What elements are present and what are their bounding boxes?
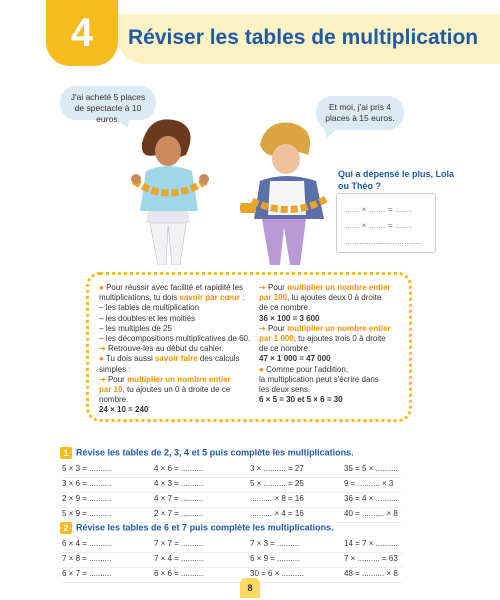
memo-line: de ce nombre. [259, 344, 311, 354]
multiplication-item[interactable]: 7 × 3 = .......... [250, 539, 300, 548]
multiplication-item[interactable]: 5 × .......... = 25 [250, 479, 304, 488]
memo-line: – les doubles et les moitiés [99, 313, 196, 323]
exercise-2-title [60, 522, 334, 534]
memo-line: nombre. [99, 395, 129, 405]
speech-bubble-lola: J'ai acheté 5 places de spectacle à 10 euros. [60, 86, 156, 120]
multiplication-item[interactable]: 3 × 6 = .......... [62, 479, 112, 488]
speech-bubble-theo: Et moi, j'ai pris 4 places à 15 euros. [316, 96, 404, 130]
memo-line: – les tables de multiplication [99, 303, 200, 313]
multiplication-item[interactable]: 3 × .......... = 27 [250, 464, 304, 473]
exercise-row [62, 494, 402, 508]
multiplication-item[interactable]: 4 × 7 = .......... [154, 494, 204, 503]
multiplication-item[interactable]: 7 × .......... = 63 [344, 554, 398, 563]
memo-line: ➔ Pour multiplier un nombre entier [259, 323, 391, 333]
exercise-title-text: Révise les tables de 6 et 7 puis complète les multiplications. [76, 522, 334, 533]
memo-line: ● Tu dois aussi savoir faire des calculs [99, 354, 240, 364]
chapter-number: 4 [70, 10, 94, 55]
multiplication-item[interactable]: 4 × 3 = .......... [154, 479, 204, 488]
memo-line: ● Pour réussir avec facilité et rapidité les [99, 283, 244, 292]
multiplication-item[interactable]: 6 × 4 = .......... [62, 539, 112, 548]
girl-illustration [131, 119, 209, 265]
multiplication-item[interactable]: 48 = .......... × 8 [344, 569, 398, 578]
memo-line: de ce nombre. [259, 303, 311, 313]
exercise-1-title [60, 447, 354, 459]
multiplication-item[interactable]: 6 × 9 = .......... [250, 554, 300, 563]
memo-line: par 10, tu ajoutes un 0 à droite de ce [99, 385, 231, 395]
multiplication-item[interactable]: 7 × 8 = .......... [62, 554, 112, 563]
memo-line: 36 × 100 = 3 600 [259, 313, 320, 323]
memo-line: – les décompositions multiplicatives de 60. [99, 334, 251, 344]
multiplication-item[interactable]: 7 × 7 = .......... [154, 539, 204, 548]
answer-box [336, 193, 436, 253]
multiplication-item[interactable]: 14 = 7 × .......... [344, 539, 398, 548]
exercise-row [62, 464, 402, 478]
answer-line-1[interactable]: ...... × ....... = ....... [345, 204, 412, 214]
multiplication-item[interactable]: 9 = .......... × 3 [344, 479, 394, 488]
exercise-row [62, 509, 402, 523]
page-title: Réviser les tables de multiplication [128, 26, 479, 49]
memo-line: les deux sens. [259, 385, 311, 395]
multiplication-item[interactable]: 2 × 7 = .......... [154, 509, 204, 518]
exercise-row [62, 569, 402, 583]
children-illustration [120, 115, 350, 265]
multiplication-item[interactable]: .......... × 4 = 16 [250, 509, 304, 518]
memo-line: 24 × 10 = 240 [99, 405, 149, 415]
boy-illustration [240, 122, 326, 265]
memo-line: – les multiples de 25 [99, 323, 172, 333]
memo-column-left [99, 283, 249, 416]
multiplication-item[interactable]: 35 = 5 × .......... [344, 464, 398, 473]
multiplication-item[interactable]: 6 × 6 = .......... [154, 569, 204, 578]
question-text: Qui a dépensé le plus, Lola ou Théo ? [338, 169, 455, 191]
multiplication-item[interactable]: 6 × 7 = .......... [62, 569, 112, 578]
chapter-tab [46, 0, 118, 66]
exercise-title-text: Révise les tables de 2, 3, 4 et 5 puis complète les multiplications. [76, 447, 354, 458]
multiplication-item[interactable]: 2 × 9 = .......... [62, 494, 112, 503]
memo-line: simples : [99, 364, 131, 374]
memo-line: 6 × 5 = 30 et 5 × 6 = 30 [259, 395, 343, 405]
multiplication-item[interactable]: 40 = .......... × 8 [344, 509, 398, 518]
exercise-row [62, 479, 402, 493]
memo-box [86, 272, 412, 422]
memo-line: par 100, tu ajoutes deux 0 à droite [259, 293, 382, 303]
answer-line-3[interactable]: ................................ [345, 236, 421, 246]
memo-line: ● Comme pour l'addition, [259, 364, 349, 374]
exercise-row [62, 539, 402, 553]
multiplication-item[interactable]: 7 × 4 = .......... [154, 554, 204, 563]
exercise-number-badge: 1 [60, 447, 72, 459]
memo-line: ➔ Pour multiplier un nombre entier [259, 283, 391, 292]
memo-line: ➔ Retrouve-les au début du cahier. [99, 344, 224, 354]
exercise-row [62, 554, 402, 568]
multiplication-item[interactable]: 5 × 9 = .......... [62, 509, 112, 518]
multiplication-item[interactable]: .......... × 8 = 16 [250, 494, 304, 503]
answer-line-2[interactable]: ...... × ....... = ....... [345, 220, 412, 230]
page-number: 8 [240, 578, 260, 598]
memo-line: par 1 000, tu ajoutes trois 0 à droite [259, 334, 386, 344]
memo-line: 47 × 1 000 = 47 000 [259, 354, 331, 364]
multiplication-item[interactable]: 36 = 4 × .......... [344, 494, 398, 503]
multiplication-item[interactable]: 5 × 3 = .......... [62, 464, 112, 473]
memo-line: ➔ Pour multiplier un nombre entier [99, 374, 231, 384]
exercise-number-badge: 2 [60, 522, 72, 534]
memo-line: multiplications, tu dois savoir par cœur : [99, 293, 245, 303]
memo-column-right [259, 283, 409, 405]
multiplication-item[interactable]: 4 × 6 = .......... [154, 464, 204, 473]
memo-line: la multiplication peut s'écrire dans [259, 374, 379, 384]
multiplication-item[interactable]: 30 = 6 × .......... [250, 569, 304, 578]
